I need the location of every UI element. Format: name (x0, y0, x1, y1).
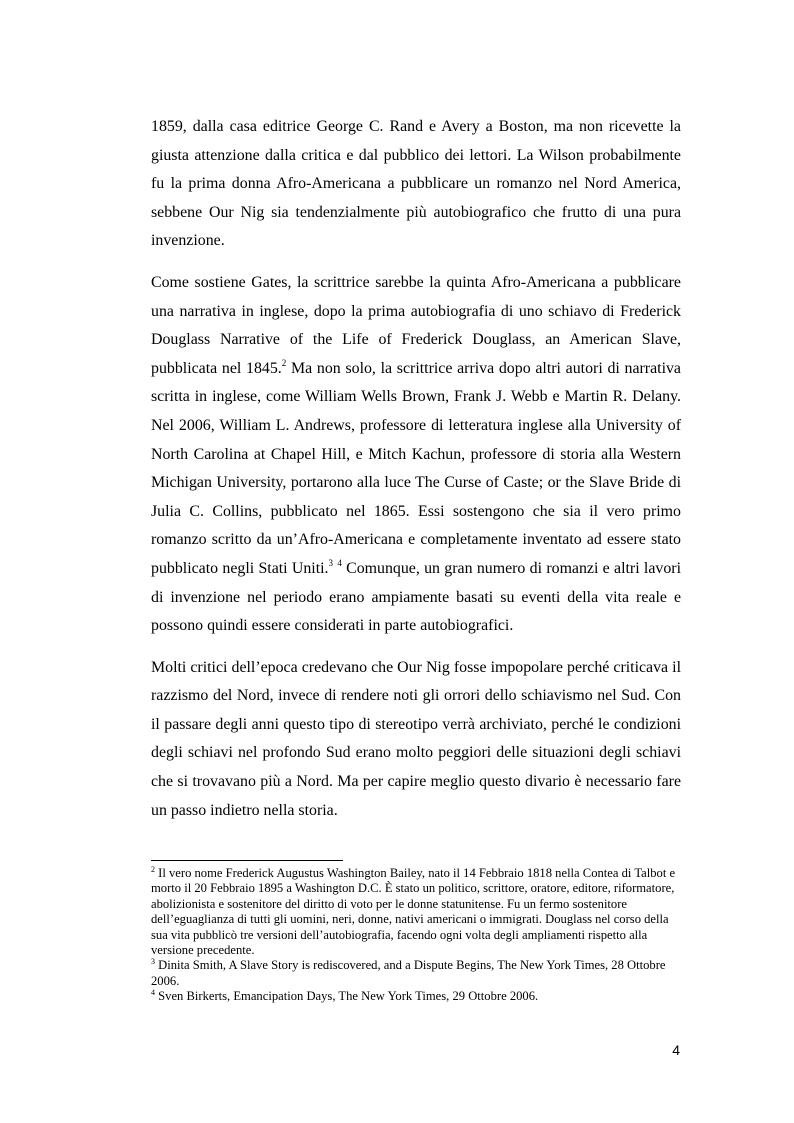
footnote-reference-2[interactable]: 2 (281, 357, 287, 368)
paragraph-text: Molti critici dell’epoca credevano che Our Nig fosse impopolare perché criticava il razzismo del Nord, invece di rendere noti gli orrori dello schiavismo nel Sud. Con il passare degli anni questo tipo di stereotipo verrà archiviato, perché le condizioni degli schiavi nel profondo Sud erano molto peggiori delle situazioni degli schiavi che si trovavano più a Nord. Ma per capire meglio questo divario è necessario fare un passo indietro nella storia. (151, 658, 681, 819)
footnote-number: 4 (151, 988, 155, 998)
paragraph-text: Come sostiene Gates, la scrittrice sarebbe la quinta Afro-Americana a pubblicare una narrativa in inglese, dopo la prima autobiografia di uno schiavo di Frederick Douglass Narrative of the Life of Frederick Douglass, an American Slave, pubblicata nel 1845. (151, 273, 681, 377)
page-number: 4 (672, 1042, 680, 1058)
paragraph-1 (151, 113, 681, 256)
footnote-text: Sven Birkerts, Emancipation Days, The New York Times, 29 Ottobre 2006. (155, 989, 539, 1004)
paragraph-text: Comunque, un gran numero di romanzi e altri lavori di invenzione nel periodo erano ampiamente basati su eventi della vita reale e possono quindi essere considerati in parte autobiografici. (151, 559, 681, 635)
paragraph-text: Ma non solo, la scrittrice arriva dopo altri autori di narrativa scritta in inglese, come William Wells Brown, Frank J. Webb e Martin R. Delany. Nel 2006, William L. Andrews, professore di letteratura inglese alla University of North Carolina at Chapel Hill, e Mitch Kachun, professore di storia alla Western Michigan University, portarono alla luce The Curse of Caste; or the Slave Bride di Julia C. Collins, pubblicato nel 1865. Essi sostengono che sia il vero primo romanzo scritto da un’Afro-Americana e completamente inventato ad essere stato pubblicato negli Stati Uniti. (151, 359, 681, 577)
footnote-text: Dinita Smith, A Slave Story is rediscovered, and a Dispute Begins, The New York Times, 28 Ottobre 2006. (151, 958, 666, 988)
footnote-reference-4[interactable]: 4 (337, 557, 342, 568)
footnote-reference-3[interactable]: 3 (328, 557, 334, 568)
footnote-number: 2 (151, 865, 155, 874)
paragraph-text: 1859, dalla casa editrice George C. Rand e Avery a Boston, ma non ricevette la giusta attenzione dalla critica e dal pubblico dei lettori. La Wilson probabilmente fu la prima donna Afro-Americana a pubblicare un romanzo nel Nord America, sebbene Our Nig sia tendenzialmente più autobiografico che frutto di una pura invenzione. (151, 118, 681, 250)
footnotes (151, 866, 681, 1005)
paragraph-2 (151, 269, 681, 641)
footnote-3 (151, 958, 681, 989)
footnote-2 (151, 866, 681, 958)
footnote-4 (151, 989, 681, 1004)
footnote-number: 3 (151, 957, 155, 967)
body-text (151, 113, 681, 825)
paragraph-3 (151, 654, 681, 826)
footnote-separator (151, 860, 343, 861)
footnote-text: Il vero nome Frederick Augustus Washington Bailey, nato il 14 Febbraio 1818 nella Contea di Talbot e morto il 20 Febbraio 1895 a Washington D.C. È stato un politico, scrittore, oratore, editore, riformatore, abolizionista e sostenitore del diritto di voto per le donne statunitense. Fu un fermo sostenitore dell’eguaglianza di tutti gli uomini, neri, donne, nativi americani o immigrati. Douglass nel corso della sua vita pubblicò tre versioni dell’autobiografia, facendo ogni volta degli ampliamenti rispetto alla versione precedente. (151, 866, 676, 958)
